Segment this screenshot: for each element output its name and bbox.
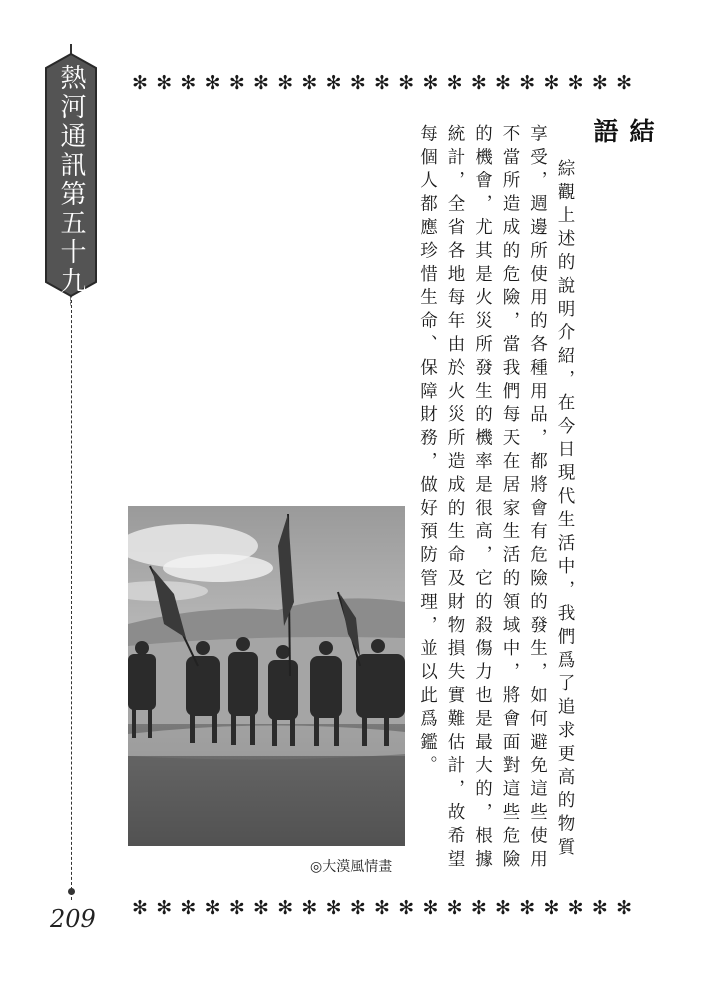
ornament-mark: ✻	[277, 72, 294, 94]
ornament-mark: ✻	[398, 897, 415, 919]
ornament-mark: ✻	[446, 72, 463, 94]
ornament-mark: ✻	[349, 897, 366, 919]
desert-cavalry-photo	[128, 506, 405, 846]
ornament-mark: ✻	[398, 72, 415, 94]
ornament-mark: ✻	[277, 897, 294, 919]
ornament-mark: ✻	[616, 897, 632, 919]
ornament-mark: ✻	[301, 897, 318, 919]
spine-dashed-line	[71, 300, 72, 900]
ornament-mark: ✻	[470, 72, 487, 94]
ornament-mark: ✻	[616, 72, 632, 94]
photo-caption: ◎大漠風情畫	[310, 859, 393, 875]
ornament-mark: ✻	[567, 897, 584, 919]
ornament-mark: ✻	[446, 897, 463, 919]
ornament-mark: ✻	[325, 897, 342, 919]
ornament-mark: ✻	[495, 72, 511, 94]
ornament-mark: ✻	[180, 897, 197, 919]
ornament-mark: ✻	[422, 72, 439, 94]
ornament-mark: ✻	[591, 897, 608, 919]
article-paragraph: 綜觀上述的說明介紹，在今日現代生活中，我們爲了追求更高的物質享受，週邊所使用的各種用品，都將會有危險的發生，如何避免這些使用不當所造成的危險，當我們每天在居家生活的領域中，將會面對這些危險的機會，尤其是火災所發生的機率是很高，它的殺傷力也是最大的，根據統計，全省各地每年由於火災所造成的生命及財物損失實難估計，故希望每個人都應珍惜生命、保障財務，做好預防管理，並以此爲鑑。	[417, 124, 575, 873]
section-heading: 結語	[590, 118, 655, 179]
bottom-ornament-rule	[132, 897, 632, 919]
ornament-mark: ✻	[349, 72, 366, 94]
ornament-mark: ✻	[374, 72, 390, 94]
ornament-mark: ✻	[228, 72, 245, 94]
ornament-mark: ✻	[132, 897, 148, 919]
ornament-mark: ✻	[204, 72, 221, 94]
ornament-mark: ✻	[204, 897, 221, 919]
ornament-mark: ✻	[132, 72, 148, 94]
ornament-mark: ✻	[156, 72, 173, 94]
ornament-mark: ✻	[470, 897, 487, 919]
ornament-mark: ✻	[253, 897, 269, 919]
top-ornament-rule	[132, 72, 632, 94]
ornament-mark: ✻	[495, 897, 511, 919]
page-number: 209	[50, 905, 96, 933]
ornament-mark: ✻	[253, 72, 269, 94]
ornament-mark: ✻	[301, 72, 318, 94]
ornament-mark: ✻	[228, 897, 245, 919]
ornament-mark: ✻	[543, 72, 560, 94]
ornament-mark: ✻	[422, 897, 439, 919]
spine-dot	[68, 888, 75, 895]
ornament-mark: ✻	[519, 72, 536, 94]
publication-title: 熱河通訊第五十九期	[56, 64, 86, 325]
ornament-mark: ✻	[180, 72, 197, 94]
ornament-mark: ✻	[543, 897, 560, 919]
ornament-mark: ✻	[591, 72, 608, 94]
ornament-mark: ✻	[156, 897, 173, 919]
article-body	[413, 124, 578, 884]
ornament-mark: ✻	[519, 897, 536, 919]
ornament-mark: ✻	[325, 72, 342, 94]
ornament-mark: ✻	[374, 897, 390, 919]
ornament-mark: ✻	[567, 72, 584, 94]
